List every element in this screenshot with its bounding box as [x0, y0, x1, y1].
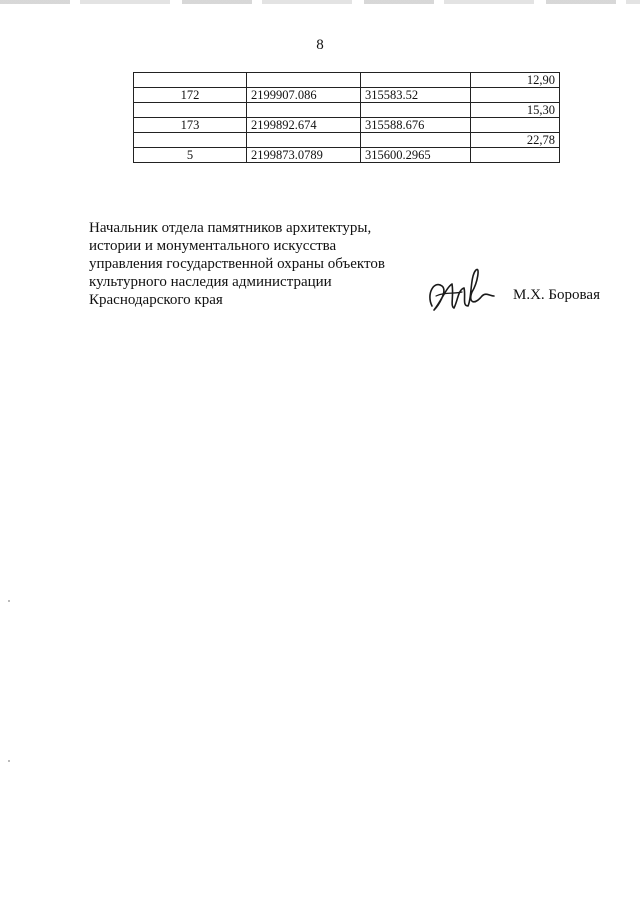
segment-length-cell [471, 118, 560, 133]
point-number-cell: 172 [134, 88, 247, 103]
x-coordinate-cell: 2199873.0789 [247, 148, 361, 163]
coordinates-table-body [134, 73, 560, 163]
table-row [134, 148, 560, 163]
y-coordinate-cell: 315588.676 [361, 118, 471, 133]
page-number: 8 [316, 37, 324, 53]
y-coordinate-cell [361, 133, 471, 148]
position-line: Краснодарского края [89, 292, 223, 308]
y-coordinate-cell: 315583.52 [361, 88, 471, 103]
table-row [134, 88, 560, 103]
y-coordinate-cell: 315600.2965 [361, 148, 471, 163]
segment-length-cell: 22,78 [471, 133, 560, 148]
x-coordinate-cell [247, 133, 361, 148]
x-coordinate-cell: 2199892.674 [247, 118, 361, 133]
position-line: истории и монументального искусства [89, 238, 337, 254]
handwritten-signature [424, 266, 496, 318]
x-coordinate-cell [247, 103, 361, 118]
point-number-cell [134, 133, 247, 148]
position-line: управления государственной охраны объектов [89, 256, 385, 272]
y-coordinate-cell [361, 103, 471, 118]
table-row [134, 118, 560, 133]
y-coordinate-cell [361, 73, 471, 88]
x-coordinate-cell [247, 73, 361, 88]
table-row [134, 103, 560, 118]
official-position [89, 219, 409, 309]
table-row [134, 73, 560, 88]
coordinates-table [133, 72, 560, 163]
point-number-cell [134, 103, 247, 118]
segment-length-cell: 12,90 [471, 73, 560, 88]
point-number-cell: 173 [134, 118, 247, 133]
x-coordinate-cell: 2199907.086 [247, 88, 361, 103]
position-line: Начальник отдела памятников архитектуры, [89, 220, 372, 236]
scan-edge-artifact [0, 0, 640, 4]
segment-length-cell [471, 148, 560, 163]
point-number-cell: 5 [134, 148, 247, 163]
position-line: культурного наследия администрации [89, 274, 332, 290]
scan-speck [8, 600, 10, 602]
table-row [134, 133, 560, 148]
scan-speck [8, 760, 10, 762]
point-number-cell [134, 73, 247, 88]
segment-length-cell: 15,30 [471, 103, 560, 118]
signer-name: М.Х. Боровая [513, 287, 600, 303]
segment-length-cell [471, 88, 560, 103]
